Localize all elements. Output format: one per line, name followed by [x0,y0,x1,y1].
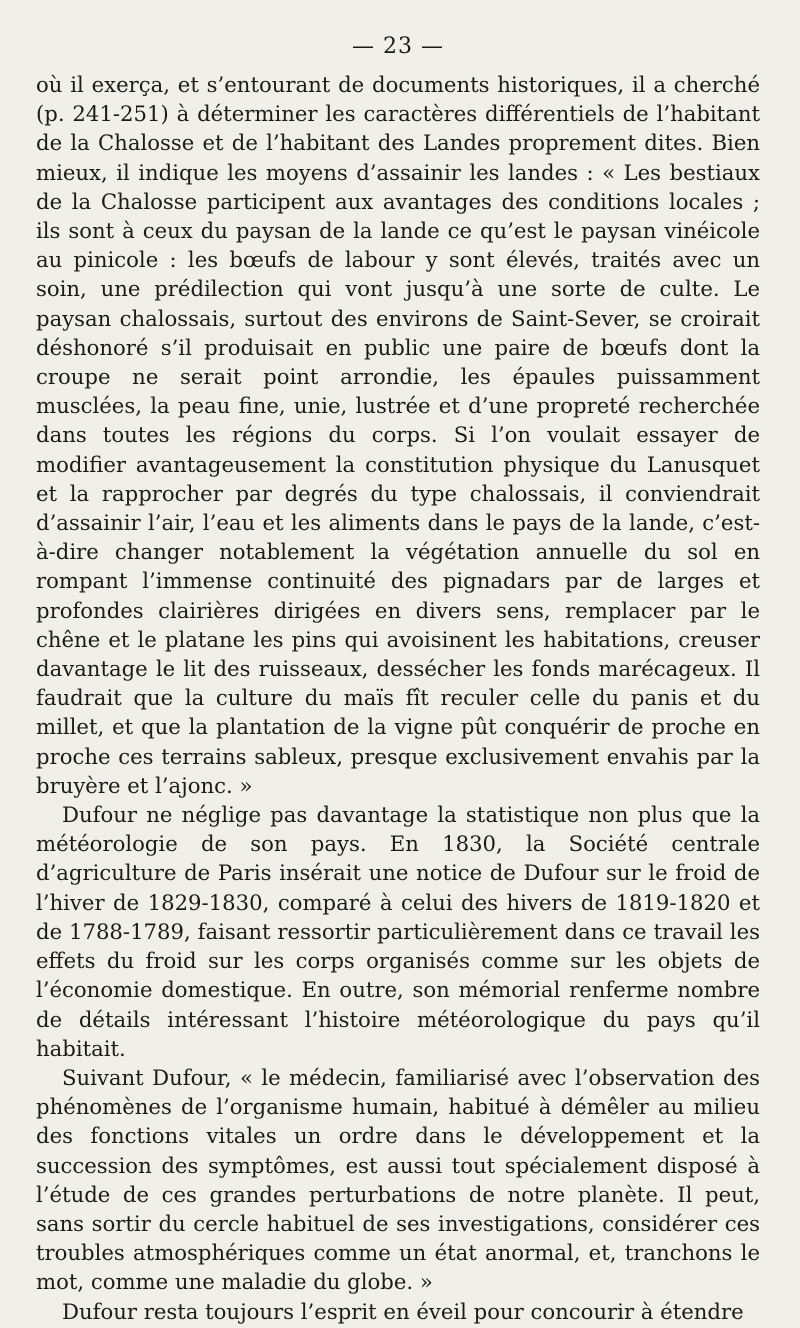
paragraph-landes-hygiene: où il exerça, et s’entourant de documents historiques, il a cherché (p. 241-251) à déterminer les caractères différentiels de l’habitant de la Chalosse et de l’habitant des Landes proprement dites. Bien mieux, il indique les moyens d’assainir les landes : « Les bestiaux de la Chalosse participent aux avantages des conditions locales ; ils sont à ceux du paysan de la lande ce qu’est le paysan vinéicole au pinicole : les bœufs de labour y sont élevés, traités avec un soin, une prédilection qui vont jusqu’à une sorte de culte. Le paysan chalossais, surtout des environs de Saint-Sever, se croirait déshonoré s’il produisait en public une paire de bœufs dont la croupe ne serait point arrondie, les épaules puissamment musclées, la peau fine, unie, lustrée et d’une propreté recherchée dans toutes les régions du corps. Si l’on voulait essayer de modifier avantageusement la constitution physique du Lanusquet et la rapprocher par degrés du type chalossais, il conviendrait d’assainir l’air, l’eau et les aliments dans le pays de la lande, c’est-à-dire changer notablement la végétation annuelle du sol en rompant l’immense continuité des pignadars par de larges et profondes clairières dirigées en divers sens, remplacer par le chêne et le platane les pins qui avoisinent les habitations, creuser davantage le lit des ruisseaux, dessécher les fonds marécageux. Il faudrait que la culture du maïs fît reculer celle du panis et du millet, et que la plantation de la vigne pût conquérir de proche en proche ces terrains sableux, presque exclusivement envahis par la bruyère et l’ajonc. » [36,72,760,798]
paragraph-meteorology: Dufour ne néglige pas davantage la statistique non plus que la météorologie de son pays. En 1830, la Société centrale d’agriculture de Paris insérait une notice de Dufour sur le froid de l’hiver de 1829-1830, comparé à celui des hivers de 1819-1820 et de 1788-1789, faisant ressortir particulièrement dans ce travail les effets du froid sur les corps organisés comme sur les objets de l’économie domestique. En outre, son mémorial renferme nombre de détails intéressant l’histoire météorologique du pays qu’il habitait. [36,802,760,1061]
paragraph-continuation: Dufour resta toujours l’esprit en éveil pour concourir à étendre [62,1298,744,1324]
page-number: — 23 — [352,34,444,59]
paragraph-physician-quote: Suivant Dufour, « le médecin, familiarisé avec l’observation des phénomènes de l’organisme humain, habitué à démêler au milieu des fonctions vitales un ordre dans le développement et la succession des symptômes, est aussi tout spécialement disposé à l’étude de ces grandes perturbations de notre planète. Il peut, sans sortir du cercle habituel de ses investigations, considérer ces troubles atmosphériques comme un état anormal, et, tranchons le mot, comme une maladie du globe. » [36,1064,760,1295]
